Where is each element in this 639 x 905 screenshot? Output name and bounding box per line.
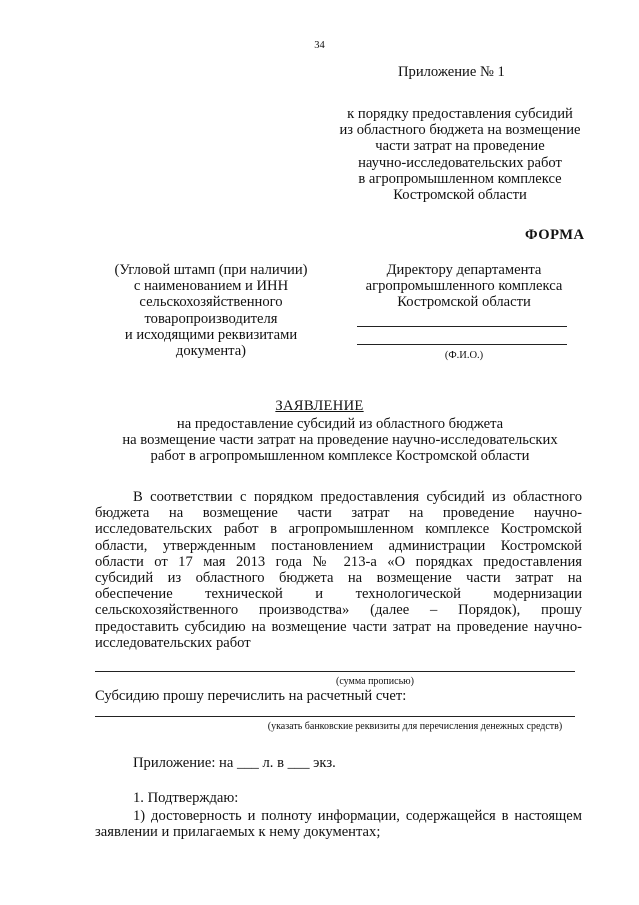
document-subtitle bbox=[80, 416, 600, 465]
body-line: области, утвержденным постановлением администрации Костромской bbox=[95, 537, 582, 554]
confirm-heading: 1. Подтверждаю: bbox=[133, 790, 239, 806]
stamp-line: документа) bbox=[175, 343, 247, 360]
body-line: В соответствии с порядком предоставления субсидий из областного bbox=[133, 489, 582, 505]
annex-line: научно-исследовательских работ bbox=[358, 154, 562, 171]
body-line: бюджета на возмещение части затрат на проведение научно- bbox=[95, 505, 582, 522]
subtitle-line: работ в агропромышленном комплексе Костромской области bbox=[150, 448, 530, 465]
subtitle-line: на предоставление субсидий из областного бюджета bbox=[176, 416, 504, 432]
body-line: исследовательских работ bbox=[95, 634, 251, 651]
body-line: предоставить субсидию на возмещение части затрат на проведение научно- bbox=[95, 618, 582, 635]
addressee-fill-line-2[interactable] bbox=[357, 344, 567, 345]
addressee-line: Директору департамента bbox=[386, 262, 542, 278]
stamp-line: и исходящими реквизитами bbox=[124, 326, 298, 343]
subtitle-line: на возмещение части затрат на проведение научно-исследовательских bbox=[122, 432, 558, 449]
bank-caption: (указать банковские реквизиты для перечисления денежных средств) bbox=[267, 721, 563, 732]
addressee-line: Костромской области bbox=[397, 294, 531, 311]
stamp-line: с наименованием и ИНН bbox=[133, 278, 289, 295]
annex-line: к порядку предоставления субсидий bbox=[347, 106, 573, 122]
stamp-line: сельскохозяйственного bbox=[139, 294, 283, 311]
transfer-text: Субсидию прошу перечислить на расчетный счет: bbox=[95, 688, 407, 704]
annex-line: части затрат на проведение bbox=[375, 138, 545, 155]
annex-line: из областного бюджета на возмещение bbox=[339, 122, 581, 139]
confirm-line: заявлении и прилагаемых к нему документах; bbox=[95, 824, 381, 841]
annex-reference bbox=[320, 106, 600, 203]
stamp-line: товаропроизводителя bbox=[144, 310, 278, 327]
page-number: 34 bbox=[314, 40, 325, 51]
fio-caption: (Ф.И.О.) bbox=[444, 350, 484, 361]
corner-stamp-block bbox=[86, 262, 336, 359]
sum-caption: (сумма прописью) bbox=[336, 676, 414, 687]
sum-in-words-line[interactable] bbox=[95, 671, 575, 672]
annex-line: в агропромышленном комплексе bbox=[358, 170, 562, 187]
annex-line: Костромской области bbox=[393, 187, 527, 204]
confirm-item bbox=[95, 808, 582, 840]
addressee-line: агропромышленного комплекса bbox=[365, 278, 563, 295]
body-line: обеспечение технической и технологической модернизации bbox=[95, 586, 582, 603]
body-line: сельскохозяйственного производства» (далее – Порядок), прошу bbox=[95, 602, 582, 619]
stamp-line: (Угловой штамп (при наличии) bbox=[114, 262, 308, 278]
confirm-line: 1) достоверность и полноту информации, содержащейся в настоящем bbox=[133, 808, 582, 824]
application-body bbox=[95, 489, 582, 651]
attachment-text: Приложение: на ___ л. в ___ экз. bbox=[133, 755, 336, 771]
body-line: области от 17 мая 2013 года № 213-а «О порядках предоставления bbox=[95, 553, 582, 570]
addressee-block bbox=[348, 262, 580, 311]
form-label: ФОРМА bbox=[525, 227, 585, 243]
annex-title: Приложение № 1 bbox=[398, 64, 505, 80]
body-line: исследовательских работ в агропромышленном комплексе Костромской bbox=[95, 521, 582, 538]
addressee-fill-line-1[interactable] bbox=[357, 326, 567, 327]
body-line: субсидий из областного бюджета на возмещение части затрат на bbox=[95, 570, 582, 587]
bank-details-line[interactable] bbox=[95, 716, 575, 717]
document-title: ЗАЯВЛЕНИЕ bbox=[275, 398, 364, 414]
